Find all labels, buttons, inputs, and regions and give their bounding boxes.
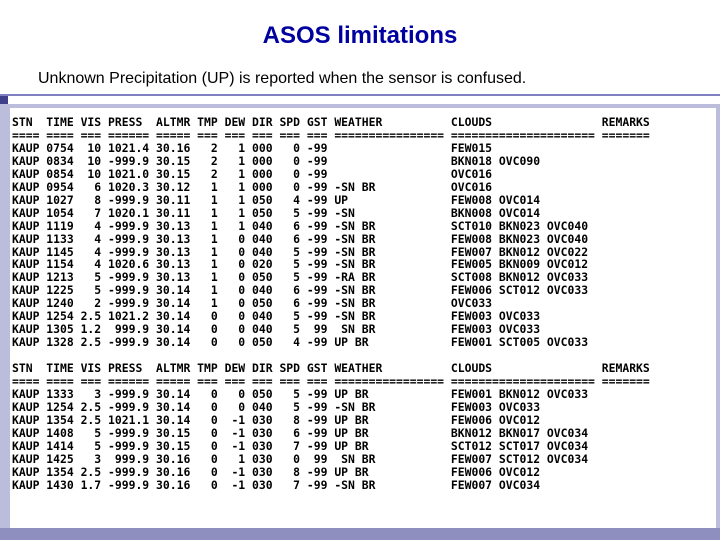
table-1-separator: ==== ==== === ====== ===== === === === === === ================ ===================== ======= (12, 127, 650, 142)
table-row: KAUP 1354 2.5 1021.1 30.14 0 -1 030 8 -99 UP BR FEW006 OVC012 (12, 412, 541, 427)
table-row: KAUP 1414 5 -999.9 30.15 0 -1 030 7 -99 UP BR SCT012 SCT017 OVC034 (12, 438, 589, 453)
table-row: KAUP 1254 2.5 1021.2 30.14 0 0 040 5 -99 -SN BR FEW003 OVC033 (12, 309, 541, 324)
table-row: KAUP 0754 10 1021.4 30.16 2 1 000 0 -99 FEW015 (12, 140, 493, 155)
table-row: KAUP 0854 10 1021.0 30.15 2 1 000 0 -99 OVC016 (12, 166, 493, 181)
table-row: KAUP 1054 7 1020.1 30.11 1 1 050 5 -99 -SN BKN008 OVC014 (12, 205, 541, 220)
slide-subtitle: Unknown Precipitation (UP) is reported when the sensor is confused. (38, 70, 527, 87)
table-row: KAUP 1240 2 -999.9 30.14 1 0 050 6 -99 -SN BR OVC033 (12, 296, 493, 311)
table-row: KAUP 1145 4 -999.9 30.13 1 0 040 5 -99 -SN BR FEW007 BKN012 OVC022 (12, 244, 589, 259)
observation-report (10, 108, 716, 528)
table-row: KAUP 1027 8 -999.9 30.11 1 1 050 4 -99 UP FEW008 OVC014 (12, 192, 541, 207)
table-row: KAUP 1354 2.5 -999.9 30.16 0 -1 030 8 -99 UP BR FEW006 OVC012 (12, 464, 541, 479)
table-row: KAUP 1254 2.5 -999.9 30.14 0 0 040 5 -99 -SN BR FEW003 OVC033 (12, 399, 541, 414)
table-row: KAUP 1430 1.7 -999.9 30.16 0 -1 030 7 -99 -SN BR FEW007 OVC034 (12, 477, 541, 492)
table-row: KAUP 1328 2.5 -999.9 30.14 0 0 050 4 -99 UP BR FEW001 SCT005 OVC033 (12, 335, 589, 350)
bottom-decorative-band (0, 528, 720, 540)
divider (0, 94, 720, 96)
slide-title: ASOS limitations (262, 22, 458, 49)
table-row: KAUP 1133 4 -999.9 30.13 1 0 040 6 -99 -SN BR FEW008 BKN023 OVC040 (12, 231, 589, 246)
table-row: KAUP 1305 1.2 999.9 30.14 0 0 040 5 99 SN BR FEW003 OVC033 (12, 322, 541, 337)
table-row: KAUP 1154 4 1020.6 30.13 1 0 020 5 -99 -SN BR FEW005 BKN009 OVC012 (12, 257, 589, 272)
table-2-header: STN TIME VIS PRESS ALTMR TMP DEW DIR SPD GST WEATHER CLOUDS REMARKS (12, 361, 650, 376)
table-row: KAUP 1333 3 -999.9 30.14 0 0 050 5 -99 UP BR FEW001 BKN012 OVC033 (12, 387, 589, 402)
table-2-separator: ==== ==== === ====== ===== === === === === === ================ ===================== ======= (12, 374, 650, 389)
report-text (10, 108, 716, 492)
table-row: KAUP 1425 3 999.9 30.16 0 1 030 0 99 SN BR FEW007 SCT012 OVC034 (12, 451, 589, 466)
table-row: KAUP 1225 5 -999.9 30.14 1 0 040 6 -99 -SN BR FEW006 SCT012 OVC033 (12, 283, 589, 298)
table-row: KAUP 1408 5 -999.9 30.15 0 -1 030 6 -99 UP BR BKN012 BKN017 OVC034 (12, 425, 589, 440)
table-1-header: STN TIME VIS PRESS ALTMR TMP DEW DIR SPD GST WEATHER CLOUDS REMARKS (12, 115, 650, 129)
table-row: KAUP 1213 5 -999.9 30.13 1 0 050 5 -99 -RA BR SCT008 BKN012 OVC033 (12, 270, 589, 285)
table-row: KAUP 0954 6 1020.3 30.12 1 1 000 0 -99 -SN BR OVC016 (12, 179, 493, 194)
table-row: KAUP 0834 10 -999.9 30.15 2 1 000 0 -99 BKN018 OVC090 (12, 153, 541, 168)
table-row: KAUP 1119 4 -999.9 30.13 1 1 040 6 -99 -SN BR SCT010 BKN023 OVC040 (12, 218, 589, 233)
